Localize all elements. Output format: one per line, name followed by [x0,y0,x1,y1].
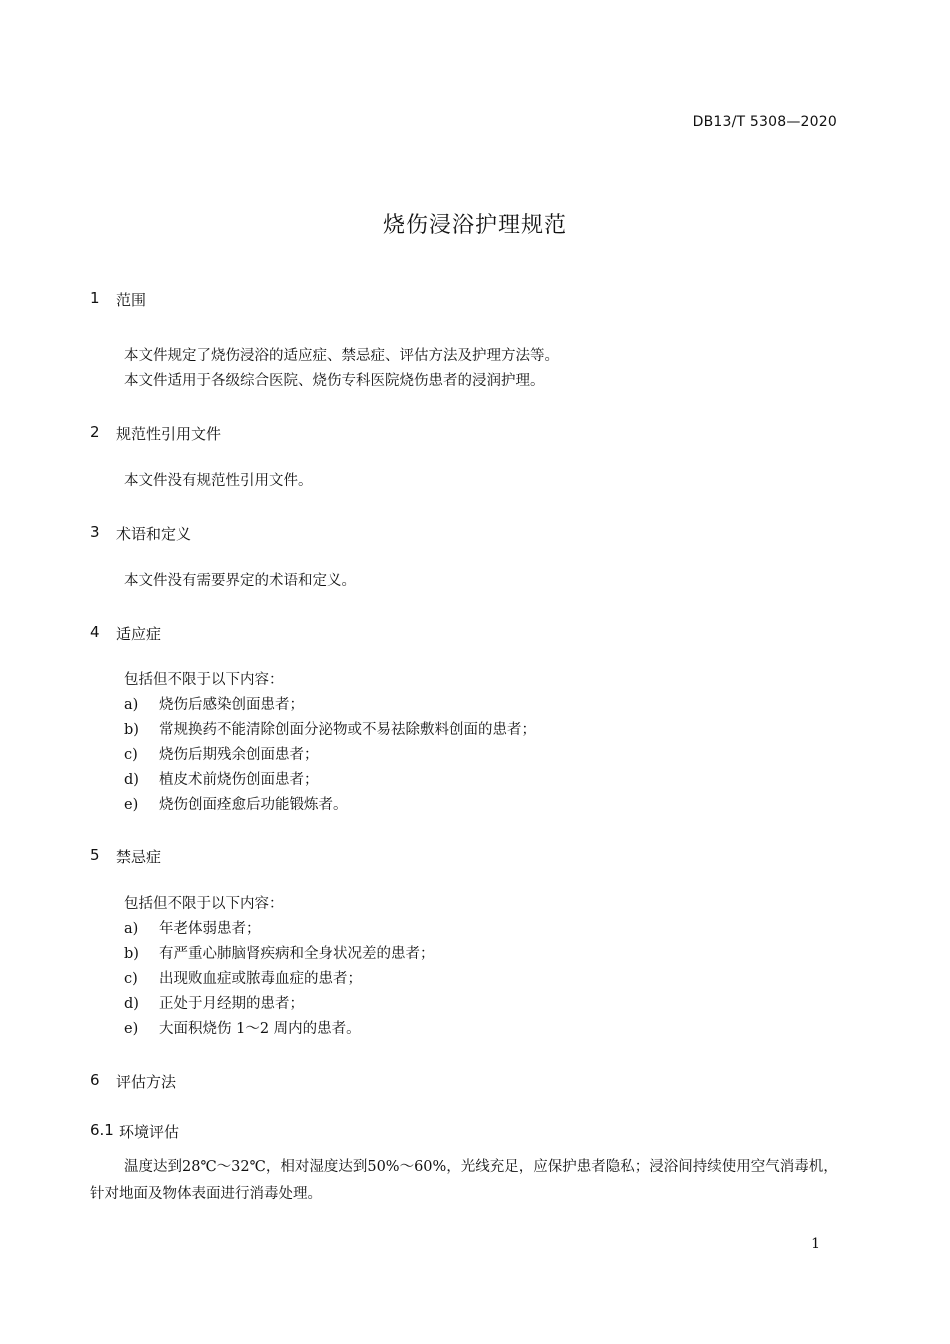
paragraph: 本文件没有规范性引用文件。 [124,473,313,489]
environment-assessment-paragraph: 温度达到28℃～32℃，相对湿度达到50%～60%，光线充足，应保护患者隐私；浸浴间持续使用空气消毒机，针对地面及物体表面进行消毒处理。 [90,1159,838,1202]
section-number: 4 [90,623,100,641]
list-item: d) 正处于月经期的患者； [124,996,304,1012]
page-number: 1 [811,1236,820,1252]
section-title: 评估方法 [116,1073,177,1091]
section-3-body [124,569,356,594]
section-1-body [124,344,559,394]
list-item: c) 出现败血症或脓毒血症的患者； [124,971,362,987]
paragraph: 本文件适用于各级综合医院、烧伤专科医院烧伤患者的浸润护理。 [124,373,545,389]
section-4-heading [90,623,161,644]
list-item: b) 有严重心肺脑肾疾病和全身状况差的患者； [124,946,435,962]
document-code: DB13/T 5308—2020 [692,114,837,130]
section-6-1-heading [90,1121,179,1142]
subsection-title: 环境评估 [119,1123,180,1141]
list-item: c) 烧伤后期残余创面患者； [124,747,319,763]
section-3-heading [90,523,191,544]
list-item: a) 烧伤后感染创面患者； [124,697,304,713]
section-1-heading [90,289,146,310]
section-2-heading [90,423,221,444]
section-title: 术语和定义 [116,525,192,543]
list-item: a) 年老体弱患者； [124,921,261,937]
list-item: e) 大面积烧伤 1～2 周内的患者。 [124,1021,361,1037]
section-title: 禁忌症 [116,848,162,866]
section-6-heading [90,1071,176,1092]
section-title: 规范性引用文件 [116,425,222,443]
section-number: 5 [90,846,100,864]
list-item: e) 烧伤创面痊愈后功能锻炼者。 [124,797,348,813]
list-intro: 包括但不限于以下内容： [124,896,284,912]
page-title: 烧伤浸浴护理规范 [382,213,567,238]
indications-list [124,668,536,818]
list-item: d) 植皮术前烧伤创面患者； [124,772,319,788]
section-2-body [124,469,313,494]
section-number: 2 [90,423,100,441]
section-title: 适应症 [116,625,162,643]
section-title: 范围 [116,291,147,309]
subsection-number: 6.1 [90,1121,114,1139]
contraindications-list [124,892,435,1042]
section-number: 6 [90,1071,100,1089]
list-item: b) 常规换药不能清除创面分泌物或不易祛除敷料创面的患者； [124,722,536,738]
section-5-heading [90,846,161,867]
paragraph: 本文件规定了烧伤浸浴的适应症、禁忌症、评估方法及护理方法等。 [124,348,559,364]
paragraph: 本文件没有需要界定的术语和定义。 [124,573,356,589]
section-number: 3 [90,523,100,541]
section-number: 1 [90,289,100,307]
list-intro: 包括但不限于以下内容： [124,672,284,688]
